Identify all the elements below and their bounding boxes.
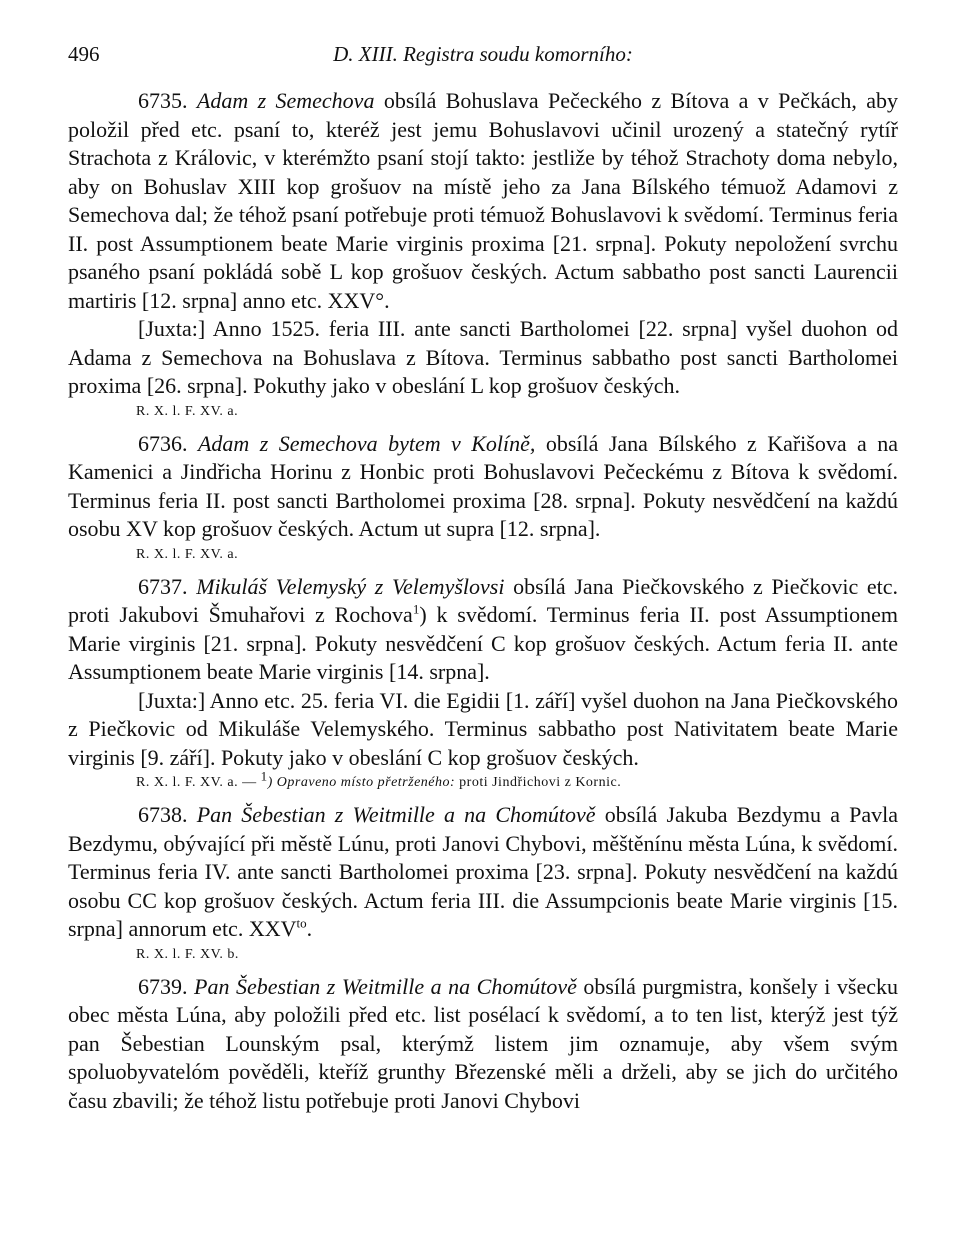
entry-6738 <box>68 801 898 966</box>
entry-number: 6738. <box>138 802 188 827</box>
entry-6736 <box>68 430 898 566</box>
entry-text: obsílá Jana Bílského z Kařišova a na Kamenici a Jindřicha Horinu z Honbic proti Bohuslavovi Pečeckému z Bítova k svědomí. Terminus feria II. post sancti Bartholomei proxima [28. srpna]. Pokuty nesvědčení na každú osobu XV kop grošuov českých. Actum ut supra [12. srpna]. <box>68 430 899 541</box>
entry-reference: R. X. l. F. XV. a. <box>136 403 239 419</box>
body-text <box>68 87 898 1122</box>
entry-number: 6735. <box>138 88 188 113</box>
entry-text: obsílá Jakuba Bezdymu a Pavla Bezdymu, obývající při městě Lúnu, proti Janovi Chybovi, měštěnínu města Lúna, k svědomí. Terminus feria IV. ante sancti Bartholomei proxima [23. srpna]. Pokuty nesvědčení na každú osobu CC kop grošuov českých. Actum feria III. die Assumpcionis beate Marie virginis [15. srpna] annorum etc. XXV <box>68 802 899 941</box>
entry-party: Adam z Semechova bytem v Kolíně, <box>197 430 536 456</box>
entry-paragraph <box>68 430 898 544</box>
entry-party: Pan Šebestian z Weitmille a na Chomútově <box>196 802 596 827</box>
entry-number: 6739. <box>138 973 188 999</box>
entry-continuation: [Juxta:] Anno etc. 25. feria VI. die Egidii [1. září] vyšel duohon na Jana Piečkovského z Piečkovic od Mikuláše Velemyského. Terminus sabbatho post Nativitatem beate Marie virginis [9. září]. Pokuty jako v obeslání C kop grošuov českých. <box>68 687 898 770</box>
footnote-marker: 1 <box>260 768 268 784</box>
entry-number: 6736. <box>138 430 188 456</box>
entry-reference: R. X. l. F. XV. a. <box>136 546 239 562</box>
entry-text: obsílá Jana Piečkovského z Piečkovic etc. proti Jakubovi Šmuhařovi z Rochova <box>68 573 899 627</box>
entry-text: ) k svědomí. Terminus feria II. post Assumptionem Marie virginis [21. srpna]. Pokuty nesvědčení C kop grošuov českých. Actum feria II. ante Assumptionem beate Marie virginis [14. srpna]. <box>68 602 899 684</box>
entry-text: obsílá purgmistra, konšely i všecku obec města Lúna, aby položili před etc. list posélací k svědomí, a to ten list, kterýž jest týž pan Šebestian Lounským psal, kterýmž listem jim oznamuje, aby všem svým spoluobyvatelóm pověděli, kteříž grunthy Březenské měli a drželi, aby se jich do určitého času zbavili; že téhož listu potřebuje proti Janovi Chybovi <box>68 973 899 1113</box>
entry-party: Mikuláš Velemyský z Velemyšlovsi <box>196 573 505 599</box>
entry-6739 <box>68 973 898 1116</box>
entry-paragraph <box>68 973 898 1116</box>
entry-text: . <box>306 916 313 941</box>
entry-6735 <box>68 87 898 423</box>
entry-reference: R. X. l. F. XV. b. <box>136 946 239 962</box>
entry-paragraph <box>68 87 898 315</box>
entry-reference-code: R. X. l. F. XV. a. — <box>136 775 257 790</box>
entry-paragraph <box>68 801 898 944</box>
entry-text: obsílá Bohuslava Pečeckého z Bítova a v Pečkách, aby položil před etc. psaní to, kteréž jest jemu Bohuslavovi učinil urozený a statečný rytíř Strachota z Královic, v kterémžto psaní stojí takto: jestliže by téhož Strachoty doma nebylo, aby on Bohuslav XIII kop grošuov na místě jeho za Jana Bílského témuož Adamovi z Semechova dal; že téhož psaní potřebuje proti témuož Bohuslavovi k svědomí. Terminus feria II. post Assumptionem beate Marie virginis proxima [21. srpna]. Pokuty nepoložení svrchu psaného psaní pokládá sobě L kop grošuov českých. Actum sabbatho post sancti Laurencii martiris [12. srpna] anno etc. XXV°. <box>68 88 899 313</box>
entry-6737 <box>68 573 898 795</box>
entry-paragraph <box>68 573 898 687</box>
entry-party: Pan Šebestian z Weitmille a na Chomútově <box>194 973 577 999</box>
running-title: D. XIII. Registra soudu komorního: <box>333 42 633 66</box>
page-header <box>68 40 898 68</box>
entry-reference <box>68 768 898 794</box>
superscript-text: to <box>296 915 307 931</box>
footnote-marker: 1 <box>412 601 420 617</box>
footnote-text: ) Opraveno místo přetrženého: <box>267 775 456 790</box>
page-number: 496 <box>68 42 100 66</box>
entry-continuation: [Juxta:] Anno 1525. feria III. ante sancti Bartholomei [22. srpna] vyšel duohon od Adama z Semechova na Bohuslava z Bítova. Terminus sabbatho post sancti Bartholomei proxima [26. srpna]. Pokuthy jako v obeslání L kop grošuov českých. <box>68 316 898 398</box>
footnote-text: proti Jindřichovi z Kornic. <box>459 775 622 790</box>
entry-party: Adam z Semechova <box>196 88 375 113</box>
entry-number: 6737. <box>138 573 188 599</box>
